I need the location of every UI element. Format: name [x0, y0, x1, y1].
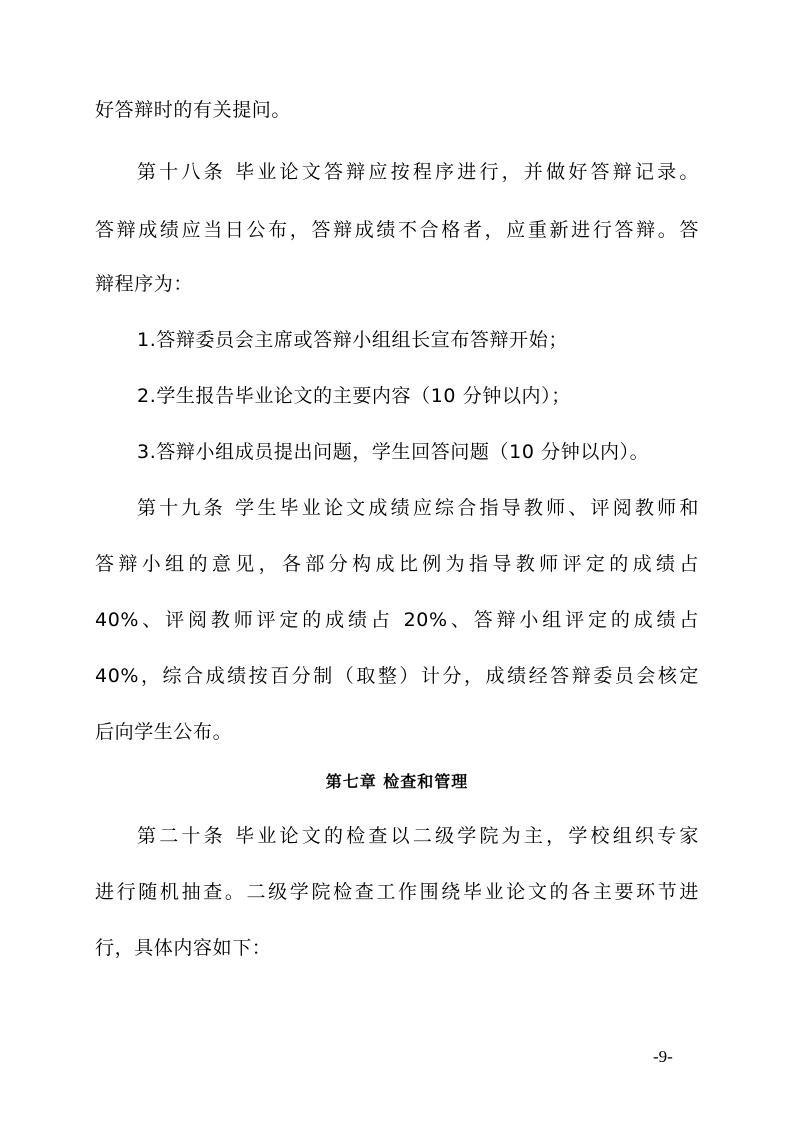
article-19-line-5: 后向学生公布。 — [95, 721, 233, 743]
procedure-step-3: 3.答辩小组成员提出问题，学生回答问题（10 分钟以内）。 — [137, 441, 650, 463]
article-19-line-3: 40%、评阅教师评定的成绩占 20%、答辩小组评定的成绩占 — [95, 609, 699, 631]
article-20-line-2: 进行随机抽查。二级学院检查工作围绕毕业论文的各主要环节进 — [95, 881, 699, 903]
procedure-step-2: 2.学生报告毕业论文的主要内容（10 分钟以内）； — [137, 385, 571, 407]
paragraph-line: 好答辩时的有关提问。 — [95, 99, 292, 121]
page-number: -9- — [653, 1047, 673, 1066]
article-19-line-4: 40%，综合成绩按百分制（取整）计分，成绩经答辩委员会核定 — [95, 665, 699, 687]
procedure-step-1: 1.答辩委员会主席或答辩小组组长宣布答辩开始； — [137, 329, 568, 351]
article-20-line-3: 行，具体内容如下： — [95, 937, 272, 959]
article-18-line-1: 第十八条 毕业论文答辩应按程序进行，并做好答辩记录。 — [137, 161, 699, 183]
article-20-line-1: 第二十条 毕业论文的检查以二级学院为主，学校组织专家 — [137, 825, 699, 847]
article-19-line-1: 第十九条 学生毕业论文成绩应综合指导教师、评阅教师和 — [137, 497, 699, 519]
article-18-line-2: 答辩成绩应当日公布，答辩成绩不合格者，应重新进行答辩。答 — [95, 219, 699, 241]
article-18-line-3: 辩程序为： — [95, 273, 194, 295]
article-19-line-2: 答辩小组的意见，各部分构成比例为指导教师评定的成绩占 — [95, 553, 699, 575]
chapter-heading: 第七章 检查和管理 — [325, 772, 469, 791]
